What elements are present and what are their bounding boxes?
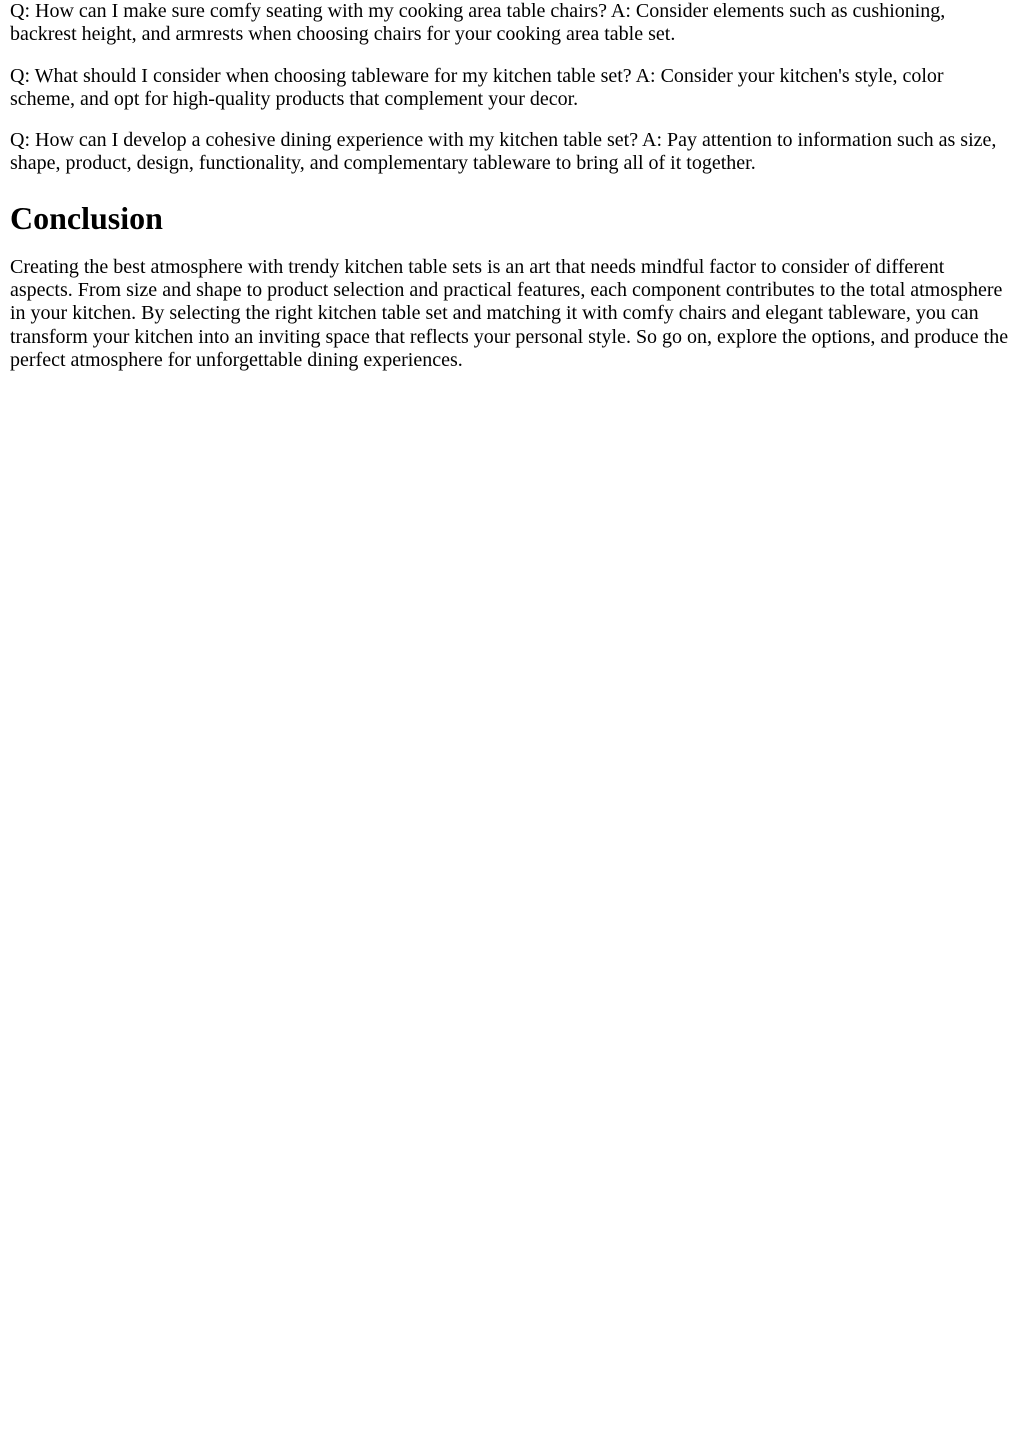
conclusion-heading: Conclusion: [10, 199, 163, 236]
faq-item-cohesive-dining: Q: How can I develop a cohesive dining experience with my kitchen table set? A: Pay attention to information such as size, shape, product, design, functionality, and complementary tableware to bring all of it together.: [10, 129, 997, 175]
faq-item-tableware: Q: What should I consider when choosing tableware for my kitchen table set? A: Consider your kitchen's style, color scheme, and opt for high-quality products that complement your decor.: [10, 64, 944, 110]
faq-item-comfy-seating: Q: How can I make sure comfy seating with my cooking area table chairs? A: Consider elements such as cushioning, backrest height, and armrests when choosing chairs for your cooking area table set.: [10, 0, 946, 46]
conclusion-paragraph: Creating the best atmosphere with trendy kitchen table sets is an art that needs mindful factor to consider of different aspects. From size and shape to product selection and practical features, each component contributes to the total atmosphere in your kitchen. By selecting the right kitchen table set and matching it with comfy chairs and elegant tableware, you can transform your kitchen into an inviting space that reflects your personal style. So go on, explore the options, and produce the perfect atmosphere for unforgettable dining experiences.: [10, 255, 1009, 371]
article-content: [10, 0, 1012, 372]
